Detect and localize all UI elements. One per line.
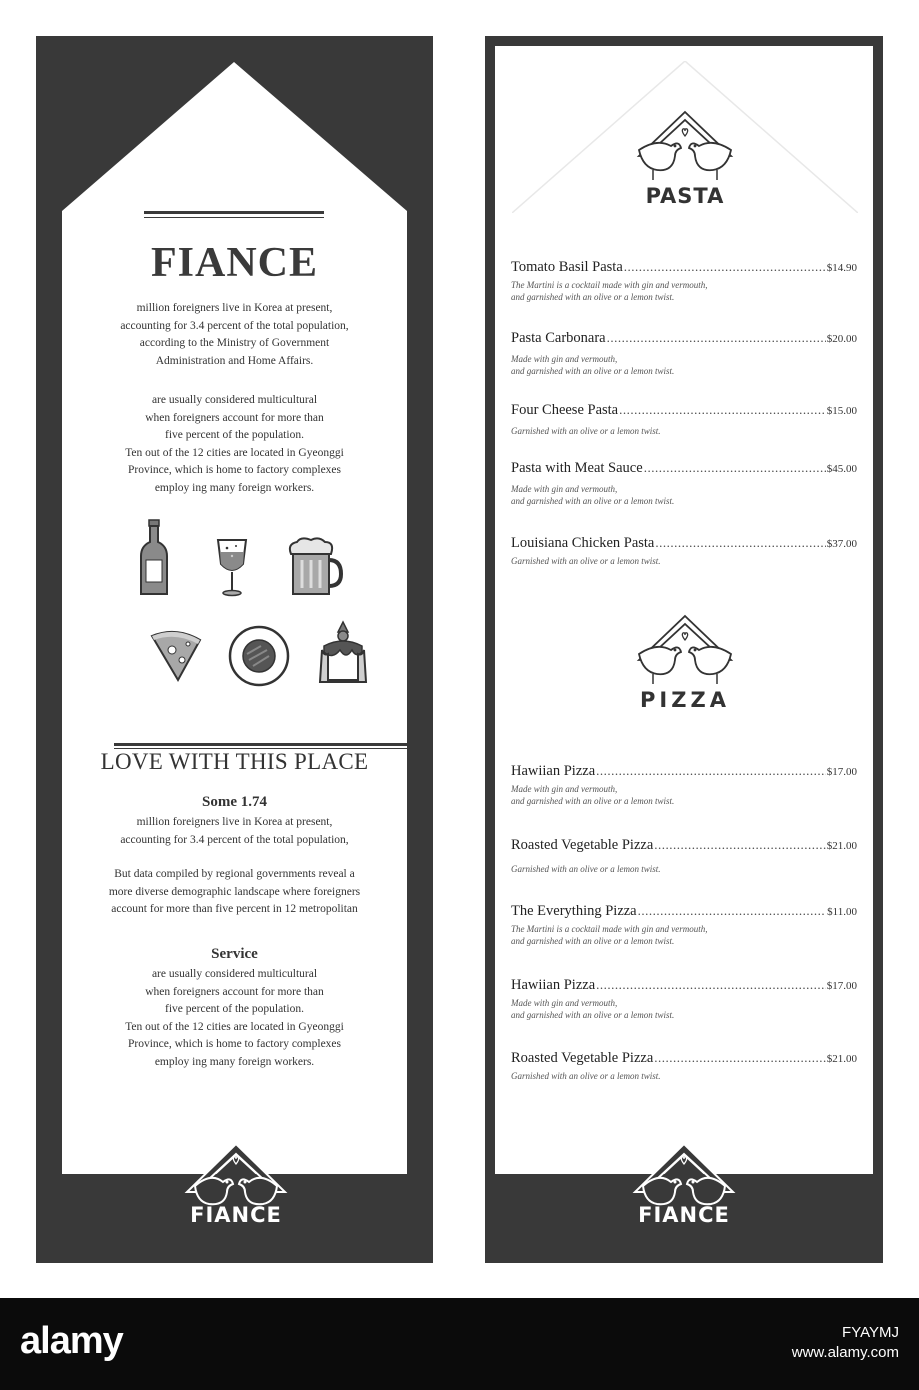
item-leader (654, 1049, 825, 1067)
item-description (511, 1071, 857, 1083)
item-description (511, 784, 857, 807)
service-line: are usually considered multicultural (151, 968, 318, 980)
item-price: $11.00 (827, 906, 857, 918)
brand-title: FIANCE (150, 240, 318, 286)
some-paragraph (62, 814, 407, 849)
desc-line: and garnished with an olive or a lemon twist. (511, 291, 675, 302)
menu-item[interactable] (511, 836, 857, 876)
some-line: accounting for 3.4 percent of the total population, (120, 833, 349, 846)
desc-line: and garnished with an olive or a lemon twist. (511, 365, 675, 376)
left-menu-panel (36, 36, 433, 1263)
menu-item[interactable] (511, 762, 857, 807)
menu-item[interactable] (511, 258, 857, 303)
item-description (511, 280, 857, 303)
item-name: Louisiana Chicken Pasta (511, 535, 655, 551)
desc-line: Garnished with an olive or a lemon twist. (511, 556, 661, 566)
item-price: $37.00 (826, 538, 857, 550)
item-description (511, 864, 857, 876)
desc-line: and garnished with an olive or a lemon twist. (511, 1009, 675, 1020)
menu-item[interactable] (511, 1049, 857, 1083)
section-heading: LOVE WITH THIS PLACE (100, 749, 369, 774)
intro-line: Ten out of the 12 cities are located in Gyeonggi (125, 446, 344, 459)
item-price: $14.90 (826, 262, 857, 274)
image-code: FYAYMJ (842, 1324, 899, 1341)
some-heading: Some 1.74 (202, 794, 267, 810)
item-description (511, 484, 857, 507)
service-line: Province, which is home to factory complexes (127, 1038, 341, 1051)
intro-paragraph-2 (62, 392, 407, 498)
stock-watermark-bar (0, 1298, 919, 1390)
item-description (511, 556, 857, 568)
item-leader (596, 976, 826, 994)
item-leader (644, 459, 826, 477)
pizza-heading: PIZZA (640, 688, 730, 712)
stock-url: www.alamy.com (791, 1344, 899, 1361)
item-leader (624, 258, 826, 276)
item-name: Four Cheese Pasta (511, 402, 619, 418)
data-line: account for more than five percent in 12 metropolitan (111, 903, 358, 916)
fiance-birds-logo-icon (629, 1142, 739, 1212)
intro-line: according to the Ministry of Government (139, 337, 330, 350)
desc-line: Made with gin and vermouth, (511, 354, 618, 364)
item-leader (596, 762, 826, 780)
desc-line: Garnished with an olive or a lemon twist. (511, 864, 661, 874)
desc-line: and garnished with an olive or a lemon twist. (511, 795, 675, 806)
pudding-icon (312, 620, 374, 688)
item-description (511, 998, 857, 1021)
intro-line: accounting for 3.4 percent of the total population, (120, 319, 349, 332)
menu-item[interactable] (511, 902, 857, 947)
intro-line: employ ing many foreign workers. (154, 481, 315, 494)
data-paragraph (62, 866, 407, 919)
section-rule-top (114, 743, 407, 746)
item-price: $17.00 (826, 766, 857, 778)
intro-line: million foreigners live in Korea at present, (136, 302, 333, 314)
item-description (511, 354, 857, 377)
item-leader (655, 534, 825, 552)
service-line: employ ing many foreign workers. (154, 1055, 315, 1068)
desc-line: The Martini is a cocktail made with gin and vermouth, (511, 924, 708, 934)
some-line: million foreigners live in Korea at present, (136, 816, 333, 828)
item-leader (607, 329, 826, 347)
service-line: Ten out of the 12 cities are located in Gyeonggi (125, 1020, 344, 1033)
intro-paragraph (62, 300, 407, 370)
item-price: $20.00 (826, 333, 857, 345)
left-logo-text: FIANCE (190, 1203, 282, 1227)
beer-mug-icon (285, 536, 343, 598)
item-name: Pasta with Meat Sauce (511, 460, 643, 476)
item-name: Hawiian Pizza (511, 763, 596, 779)
desc-line: and garnished with an olive or a lemon twist. (511, 495, 675, 506)
wine-bottle-icon (138, 518, 170, 598)
desc-line: Garnished with an olive or a lemon twist. (511, 1071, 661, 1081)
item-price: $45.00 (826, 463, 857, 475)
cheese-icon (148, 624, 206, 684)
item-leader (654, 836, 825, 854)
item-name: Pasta Carbonara (511, 330, 606, 346)
item-name: Roasted Vegetable Pizza (511, 1050, 654, 1066)
item-description (511, 426, 857, 438)
item-leader (638, 902, 827, 920)
plate-icon (227, 624, 291, 688)
right-logo-text: FIANCE (638, 1203, 730, 1227)
title-rule-bottom (144, 217, 324, 218)
service-paragraph (62, 966, 407, 1072)
item-price: $21.00 (826, 1053, 857, 1065)
alamy-logo: alamy (20, 1320, 123, 1362)
title-rule-top (144, 211, 324, 214)
right-menu-card (495, 46, 873, 1174)
item-name: Hawiian Pizza (511, 977, 596, 993)
fiance-birds-logo-icon (181, 1142, 291, 1212)
left-menu-card (62, 62, 407, 1174)
item-description (511, 924, 857, 947)
pizza-birds-logo-icon (635, 614, 735, 694)
wine-glass-icon (214, 536, 250, 598)
item-price: $21.00 (826, 840, 857, 852)
desc-line: Garnished with an olive or a lemon twist. (511, 426, 661, 436)
right-menu-panel (485, 36, 883, 1263)
pasta-birds-logo-icon (635, 110, 735, 190)
menu-item[interactable] (511, 401, 857, 438)
item-leader (619, 401, 826, 419)
intro-line: are usually considered multicultural (151, 394, 318, 406)
service-line: five percent of the population. (165, 1003, 304, 1016)
menu-item[interactable] (511, 534, 857, 568)
pasta-heading: PASTA (645, 184, 725, 208)
desc-line: The Martini is a cocktail made with gin and vermouth, (511, 280, 708, 290)
service-line: when foreigners account for more than (145, 985, 324, 998)
intro-line: Province, which is home to factory complexes (127, 464, 341, 477)
desc-line: Made with gin and vermouth, (511, 784, 618, 794)
item-name: Tomato Basil Pasta (511, 259, 623, 275)
desc-line: Made with gin and vermouth, (511, 484, 618, 494)
intro-line: five percent of the population. (165, 429, 304, 442)
menu-item[interactable] (511, 329, 857, 377)
intro-line: when foreigners account for more than (145, 411, 324, 424)
service-heading: Service (211, 946, 258, 962)
menu-item[interactable] (511, 976, 857, 1021)
data-line: But data compiled by regional governments reveal a (114, 868, 355, 880)
item-price: $15.00 (826, 405, 857, 417)
item-name: The Everything Pizza (511, 903, 637, 919)
item-price: $17.00 (826, 980, 857, 992)
desc-line: Made with gin and vermouth, (511, 998, 618, 1008)
desc-line: and garnished with an olive or a lemon twist. (511, 935, 675, 946)
menu-item[interactable] (511, 459, 857, 507)
intro-line: Administration and Home Affairs. (155, 354, 314, 367)
item-name: Roasted Vegetable Pizza (511, 837, 654, 853)
data-line: more diverse demographic landscape where foreigners (108, 885, 361, 898)
